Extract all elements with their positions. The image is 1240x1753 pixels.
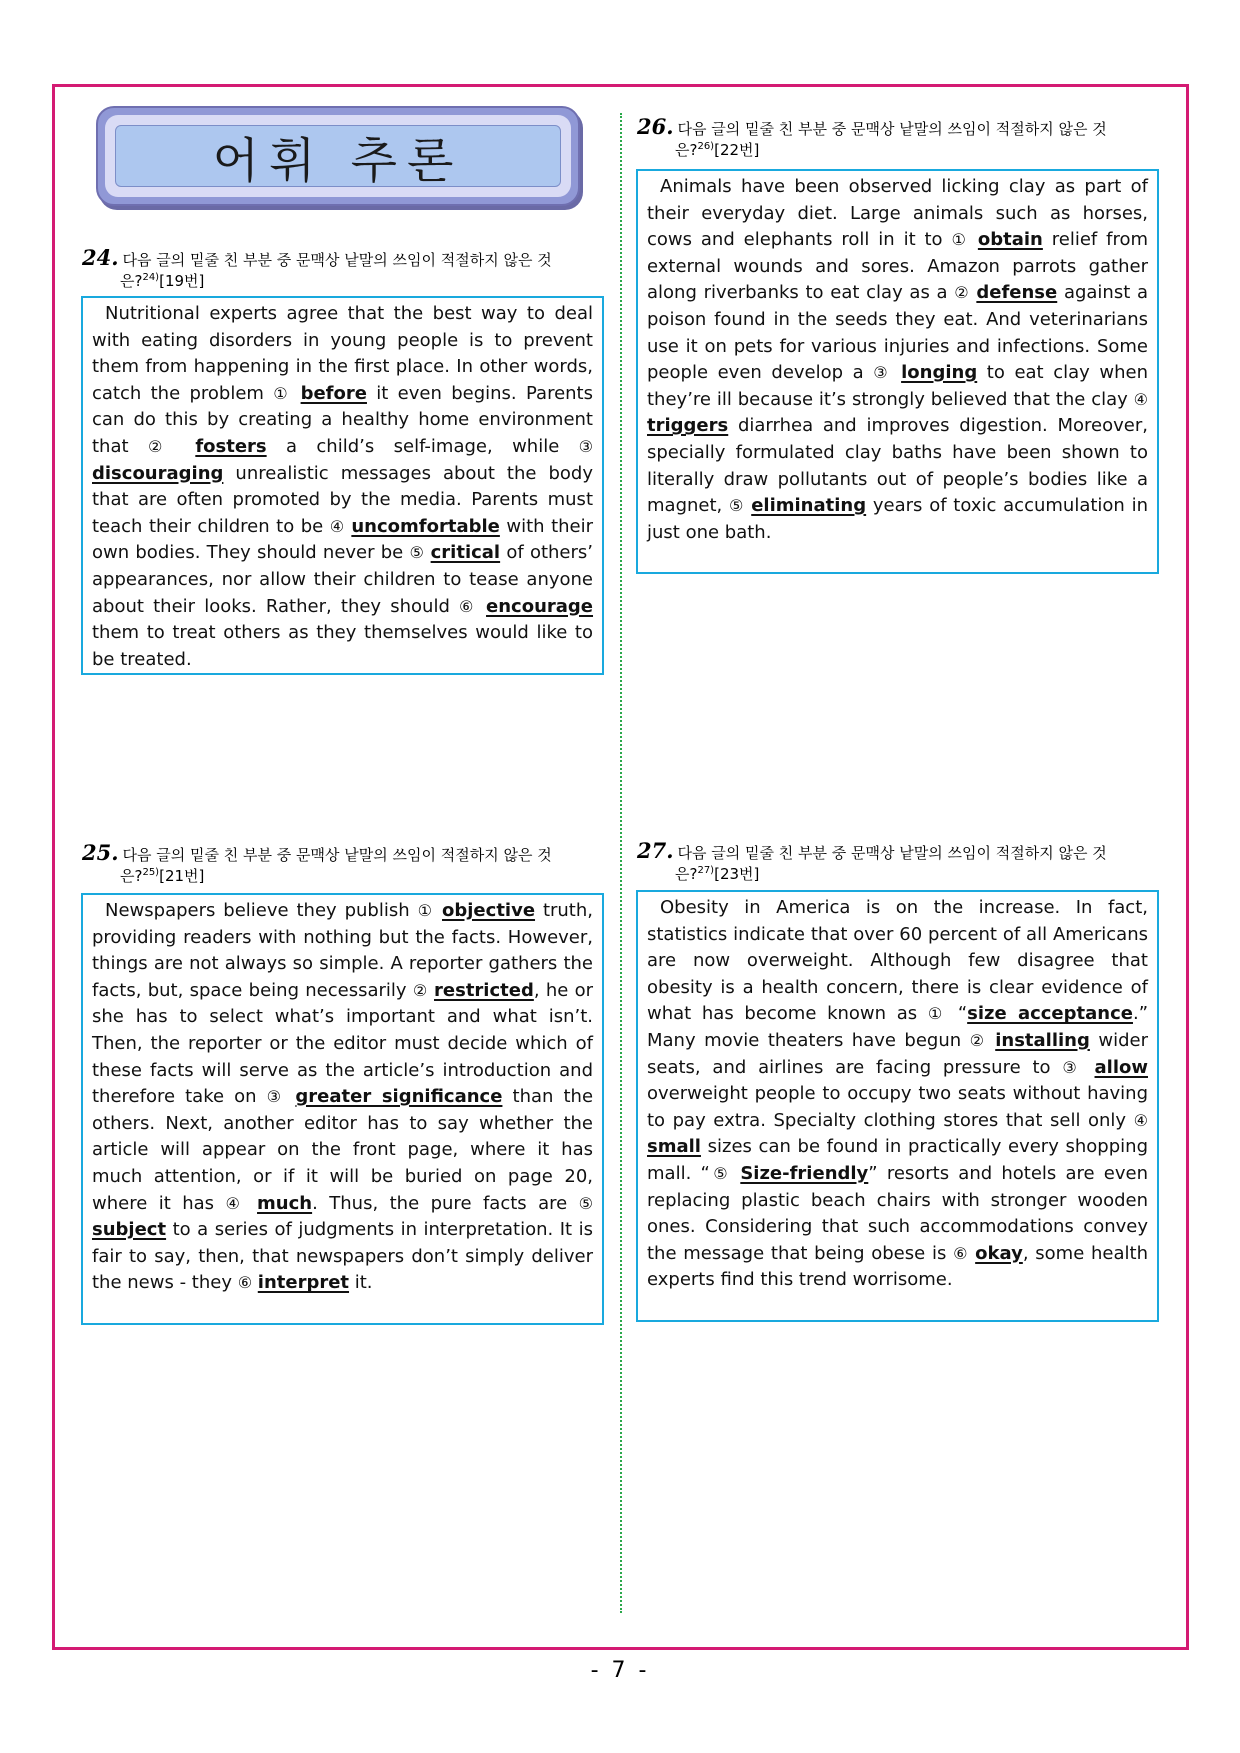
passage-text: of others’ appearances, nor allow their children to tease anyone about their looks. Rather, they should (92, 542, 593, 617)
passage-text: Obesity in America is on the increase. In fact, statistics indicate that over 60 percent of all Americans are now overweight. Although few disagree that obesity is a health concern, there is clear evidence of what has become known as (647, 897, 1148, 1025)
underlined-keyword: longing (901, 362, 978, 384)
question-number: 25. (82, 840, 119, 865)
underlined-keyword: fosters (195, 435, 267, 457)
underlined-keyword: triggers (647, 415, 729, 437)
question-source: [19번] (159, 272, 205, 290)
underlined-keyword: before (300, 382, 367, 404)
underlined-keyword: subject (92, 1219, 167, 1241)
question-26-header (637, 116, 1157, 161)
passage-text (246, 1193, 257, 1214)
underlined-keyword: restricted (434, 979, 534, 1001)
question-prompt: 다음 글의 밑줄 친 부분 중 문맥상 낱말의 쓰임이 적절하지 않은 것 (122, 251, 552, 269)
choice-marker: ① (927, 1004, 948, 1024)
underlined-keyword: allow (1094, 1056, 1148, 1078)
passage-text (1083, 1057, 1095, 1078)
choice-marker: ② (969, 1030, 987, 1050)
underlined-keyword: size acceptance (967, 1003, 1133, 1025)
question-prompt: 다음 글의 밑줄 친 부분 중 문맥상 낱말의 쓰임이 적절하지 않은 것 (677, 844, 1107, 862)
choice-marker: ② (147, 436, 176, 456)
choice-marker: ④ (225, 1193, 246, 1213)
question-prompt-end: 은? (120, 867, 143, 885)
underlined-keyword: critical (430, 542, 501, 564)
passage-text: . Thus, the pure facts are (312, 1192, 579, 1214)
question-prompt: 다음 글의 밑줄 친 부분 중 문맥상 낱말의 쓰임이 적절하지 않은 것 (677, 120, 1107, 138)
footnote-ref: 26) (697, 141, 715, 152)
passage-text: it even begins. Parents can do this by creating a healthy home environment that (92, 382, 593, 457)
choice-marker: ⑤ (578, 1193, 594, 1213)
underlined-keyword: Size-friendly (740, 1162, 869, 1184)
footnote-ref: 25) (142, 867, 160, 878)
choice-marker: ④ (1133, 1110, 1148, 1130)
passage-text: to a series of judgments in interpretation. It is fair to say, then, that newspapers don’t simply deliver the news - they (92, 1219, 593, 1294)
choice-marker: ⑥ (459, 596, 477, 616)
question-prompt-end: 은? (675, 141, 698, 159)
passage-text: years of toxic accumulation in just one bath. (647, 495, 1149, 543)
choice-marker: ④ (1133, 389, 1148, 409)
passage-text: wider seats, and airlines are facing pressure to (647, 1029, 1148, 1078)
underlined-keyword: much (257, 1192, 313, 1214)
passage-text: “ (947, 1003, 968, 1025)
choice-marker: ① (273, 383, 292, 403)
question-source: [21번] (159, 867, 205, 885)
passage-text: Animals have been observed licking clay as part of their everyday diet. Large animals such as horses, cows and elephants roll in it to (647, 176, 1148, 251)
question-prompt: 다음 글의 밑줄 친 부분 중 문맥상 낱말의 쓰임이 적절하지 않은 것 (122, 846, 552, 864)
passage-text: .” Many movie theaters have begun (647, 1003, 1149, 1051)
page-number: - 7 - (590, 1658, 650, 1683)
passage-text: relief from external wounds and sores. Amazon parrots gather along riverbanks to eat clay as a (647, 229, 1149, 304)
question-27-passage (636, 890, 1159, 1322)
question-24-header (82, 247, 602, 292)
passage-text: with their own bodies. They should never be (92, 515, 594, 564)
question-prompt-end: 은? (120, 272, 143, 290)
question-24-passage (81, 296, 604, 675)
passage-text: , some health experts find this trend worrisome. (647, 1242, 1148, 1291)
choice-marker: ④ (329, 516, 345, 536)
passage-text: them to treat others as they themselves would like to be treated. (92, 622, 593, 670)
passage-text: Newspapers believe they publish (105, 900, 418, 921)
passage-text: sizes can be found in practically every shopping mall. “ (647, 1136, 1148, 1184)
passage-text: to eat clay when they’re ill because it’s strongly believed that the clay (647, 362, 1148, 410)
passage-text (969, 229, 978, 250)
passage-text (176, 436, 195, 457)
question-27-header (637, 840, 1157, 885)
passage-text (731, 1163, 740, 1184)
underlined-keyword: okay (975, 1242, 1023, 1264)
section-title-banner (96, 106, 580, 206)
question-number: 27. (637, 838, 674, 863)
underlined-keyword: encourage (486, 595, 594, 617)
choice-marker: ② (954, 283, 970, 303)
question-25-header (82, 842, 602, 887)
question-source: [23번] (714, 865, 760, 883)
underlined-keyword: greater significance (295, 1086, 503, 1108)
choice-marker: ② (412, 980, 428, 1000)
passage-text (892, 362, 902, 383)
passage-text: , he or she has to select what’s important and what isn’t. Then, the reporter or the editor must decide which of these facts will serve as the article’s introduction and therefore take on (92, 979, 594, 1108)
underlined-keyword: interpret (257, 1272, 350, 1294)
passage-text: against a poison found in the seeds they eat. And veterinarians use it on pets for various injuries and infections. Some people even develop a (647, 282, 1149, 384)
banner-border (105, 115, 571, 197)
passage-text: truth, providing readers with nothing but the facts. However, things are not always so simple. A reporter gathers the facts, but, space being necessarily (92, 900, 593, 1001)
choice-marker: ⑥ (953, 1243, 969, 1263)
underlined-keyword: objective (442, 900, 536, 921)
choice-marker: ⑤ (729, 496, 745, 516)
passage-text: ” resorts and hotels are even replacing plastic beach chairs with stronger wooden ones. Considering that such accommodations convey the message that being obese is (647, 1162, 1149, 1264)
passage-text: Nutritional experts agree that the best way to deal with eating disorders in young people is to prevent them from happening in the first place. In other words, catch the problem (92, 303, 593, 404)
underlined-keyword: small (647, 1136, 701, 1158)
passage-text (291, 383, 300, 404)
question-prompt-end: 은? (675, 865, 698, 883)
question-number: 26. (637, 114, 674, 139)
choice-marker: ⑤ (709, 1163, 732, 1183)
column-divider (620, 113, 622, 1613)
choice-marker: ① (417, 901, 435, 920)
question-25-passage (81, 893, 604, 1325)
passage-text (987, 1030, 995, 1051)
choice-marker: ③ (1062, 1057, 1083, 1077)
choice-marker: ③ (266, 1087, 286, 1107)
footnote-ref: 24) (142, 272, 160, 283)
passage-text (285, 1086, 295, 1107)
underlined-keyword: defense (976, 282, 1058, 304)
choice-marker: ③ (873, 363, 892, 383)
choice-marker: ⑤ (409, 543, 425, 563)
underlined-keyword: eliminating (751, 495, 867, 517)
choice-marker: ⑥ (237, 1273, 253, 1293)
underlined-keyword: uncomfortable (351, 515, 500, 537)
passage-text: unrealistic messages about the body that are often promoted by the media. Parents must teach their children to be (92, 462, 593, 537)
question-number: 24. (82, 245, 119, 270)
passage-text: than the others. Next, another editor has to say whether the article will appear on the front page, where it has much attention, or if it will be buried on page 20, where it has (92, 1086, 594, 1214)
question-source: [22번] (714, 141, 760, 159)
underlined-keyword: installing (995, 1029, 1090, 1051)
section-title: 어휘 추론 (212, 132, 464, 189)
passage-text: diarrhea and improves digestion. Moreover, specially formulated clay baths have been shown to literally draw pollutants out of people’s bodies like a magnet, (647, 415, 1148, 517)
underlined-keyword: obtain (977, 229, 1043, 251)
footnote-ref: 27) (697, 865, 715, 876)
underlined-keyword: discouraging (92, 462, 224, 484)
passage-text (434, 900, 442, 921)
banner-panel (115, 125, 561, 187)
passage-text: a child’s self-image, while (266, 435, 579, 457)
passage-text (477, 596, 486, 617)
question-26-passage (636, 169, 1159, 574)
passage-text: overweight people to occupy two seats without having to pay extra. Specialty clothing stores that sell only (647, 1083, 1148, 1131)
passage-text: it. (349, 1272, 373, 1294)
choice-marker: ③ (578, 436, 594, 456)
choice-marker: ① (951, 230, 969, 250)
